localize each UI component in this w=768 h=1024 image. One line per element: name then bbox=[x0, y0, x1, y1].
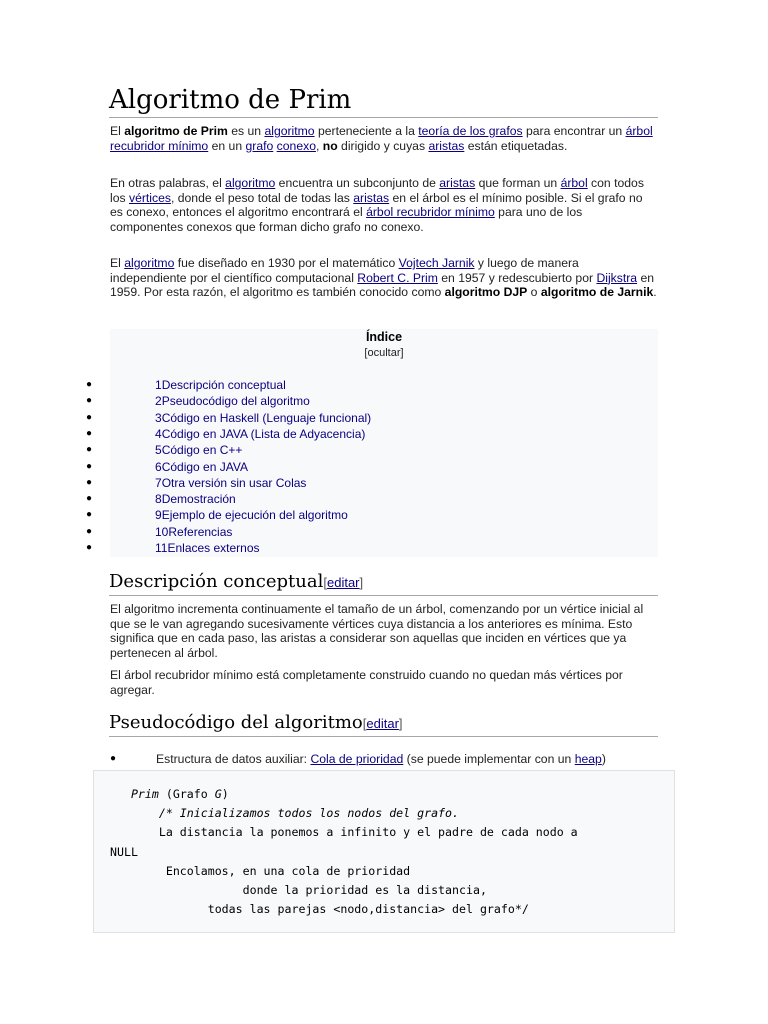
toc-number: 11 bbox=[155, 541, 168, 555]
intro-paragraph-2 bbox=[110, 176, 658, 234]
edit-section bbox=[363, 716, 403, 731]
bullet-icon: ● bbox=[86, 542, 93, 553]
toc-label: Otra versión sin usar Colas bbox=[161, 475, 307, 490]
section-heading-descripcion bbox=[109, 570, 658, 596]
text: para encontrar un bbox=[522, 124, 626, 138]
text: El bbox=[110, 256, 125, 270]
bullet-icon: ● bbox=[86, 444, 93, 456]
code-token: (Grafo bbox=[158, 787, 215, 801]
text: En otras palabras, el bbox=[110, 176, 226, 190]
text: en un bbox=[208, 138, 246, 153]
toc-item[interactable] bbox=[86, 491, 686, 507]
toc-number: 5 bbox=[155, 443, 162, 458]
bullet-icon: ● bbox=[86, 427, 93, 439]
page-title: Algoritmo de Prim bbox=[109, 84, 658, 118]
list-item-text bbox=[156, 752, 606, 766]
text: en el árbol es el mínimo posible. Si el grafo no es conexo, entonces el algoritmo encontrará el bbox=[110, 190, 643, 220]
code-line: todas las parejas <nodo,distancia> del grafo*/ bbox=[110, 902, 529, 917]
code-line: Encolamos, en una cola de prioridad bbox=[110, 863, 411, 878]
link-algoritmo[interactable]: algoritmo bbox=[264, 124, 315, 138]
toc-label: Referencias bbox=[168, 524, 233, 539]
code-line: La distancia la ponemos a infinito y el padre de cada nodo a bbox=[110, 825, 578, 840]
toc-label: Descripción conceptual bbox=[161, 378, 286, 392]
bullet-icon: ● bbox=[86, 525, 93, 537]
text: o bbox=[527, 285, 541, 300]
section1-paragraph-1: El algoritmo incrementa continuamente el tamaño de un árbol, comenzando por un vértice inicial al que se le van agregando sucesivamente vértices cuya distancia a los anteriores es mínima. Esto significa que en cada paso, las aristas a considerar son aquellas que inciden en vértices que ya pertenecen al árbol. bbox=[110, 602, 644, 660]
edit-link[interactable]: editar bbox=[366, 716, 399, 731]
code-token: ) bbox=[221, 787, 229, 801]
toc-label: Pseudocódigo del algoritmo bbox=[161, 394, 310, 409]
link-dijkstra[interactable]: Dijkstra bbox=[596, 270, 638, 285]
link-vertices[interactable]: vértices bbox=[128, 190, 171, 205]
link-algoritmo[interactable]: algoritmo bbox=[124, 256, 175, 270]
section-heading-pseudocodigo bbox=[109, 711, 658, 737]
toc-number: 6 bbox=[155, 459, 162, 474]
bullet-icon: ● bbox=[86, 460, 93, 472]
toc-item[interactable] bbox=[86, 507, 686, 523]
section-title: Descripción conceptual bbox=[109, 571, 324, 592]
text: están etiquetadas. bbox=[464, 138, 568, 153]
toc-item[interactable] bbox=[86, 393, 686, 409]
link-robert-prim[interactable]: Robert C. Prim bbox=[357, 270, 438, 285]
toc-item[interactable] bbox=[86, 377, 686, 393]
toc-label: Código en C++ bbox=[161, 443, 243, 458]
bullet-icon: ● bbox=[86, 379, 93, 390]
text: perteneciente a la bbox=[314, 124, 419, 138]
code-token: G bbox=[214, 787, 222, 801]
link-arbol[interactable]: árbol bbox=[560, 176, 588, 190]
toc-label: Código en Haskell (Lenguaje funcional) bbox=[161, 410, 372, 425]
toc-label: Demostración bbox=[161, 492, 236, 507]
bold-term: algoritmo de Jarnik bbox=[540, 285, 654, 300]
intro-paragraph-3 bbox=[110, 256, 658, 300]
link-aristas[interactable]: aristas bbox=[439, 176, 476, 190]
text: es un bbox=[227, 124, 265, 138]
link-cola-prioridad[interactable]: Cola de prioridad bbox=[310, 752, 404, 766]
section-title: Pseudocódigo del algoritmo bbox=[109, 712, 363, 733]
text: fue diseñado en 1930 por el matemático bbox=[174, 256, 399, 270]
toc-item[interactable] bbox=[86, 410, 686, 426]
text: con todos los bbox=[110, 176, 644, 205]
code-text bbox=[110, 785, 578, 919]
link-arbol-recubridor[interactable]: árbol recubridor mínimo bbox=[366, 205, 495, 220]
link-conexo[interactable]: conexo bbox=[276, 138, 316, 153]
toc-number: 7 bbox=[155, 475, 162, 490]
text: encuentra un subconjunto de bbox=[275, 176, 440, 190]
link-aristas[interactable]: aristas bbox=[428, 138, 465, 153]
edit-link[interactable]: editar bbox=[326, 575, 360, 590]
toc-divider bbox=[86, 361, 110, 377]
code-comment: /* Inicializamos todos los nodos del grafo. bbox=[110, 806, 460, 821]
toc-item[interactable] bbox=[86, 475, 686, 491]
section1-paragraph-2: El árbol recubridor mínimo está completamente construido cuando no quedan más vértices por agregar. bbox=[110, 668, 623, 697]
toc-item[interactable] bbox=[86, 459, 686, 475]
toc-number: 9 bbox=[155, 508, 162, 523]
text: dirigido y cuyas bbox=[337, 138, 429, 153]
link-vojtech-jarnik[interactable]: Vojtech Jarnik bbox=[398, 256, 475, 270]
bold-term: no bbox=[322, 138, 338, 153]
link-teoria-grafos[interactable]: teoría de los grafos bbox=[418, 124, 523, 138]
bold-term: algoritmo de Prim bbox=[124, 124, 228, 138]
text: que forman un bbox=[475, 176, 561, 190]
text: Estructura de datos auxiliar: bbox=[156, 752, 311, 766]
bracket: [ bbox=[323, 575, 327, 590]
text: El bbox=[110, 124, 125, 138]
bullet-icon: ● bbox=[110, 753, 117, 764]
toc-item[interactable] bbox=[86, 540, 686, 556]
edit-section bbox=[323, 575, 363, 590]
link-algoritmo[interactable]: algoritmo bbox=[225, 176, 276, 190]
code-line: NULL bbox=[110, 844, 138, 859]
text: ) bbox=[601, 752, 606, 766]
code-token: Prim bbox=[110, 787, 159, 801]
bracket: ] bbox=[398, 716, 403, 731]
text: en 1959. Por esta razón, el algoritmo es también conocido como bbox=[110, 270, 655, 300]
bullet-icon: ● bbox=[86, 476, 93, 488]
toc-number: 4 bbox=[155, 426, 162, 441]
link-arbol-recubridor[interactable]: árbol recubridor mínimo bbox=[110, 124, 653, 153]
toc-label: Ejemplo de ejecución del algoritmo bbox=[161, 508, 348, 523]
toc-number: 2 bbox=[155, 394, 162, 409]
text: , donde el peso total de todas las bbox=[170, 190, 354, 205]
intro-paragraph-1 bbox=[110, 124, 658, 153]
text: para uno de los componentes conexos que forman dicho grafo no conexo. bbox=[110, 205, 583, 234]
link-heap[interactable]: heap bbox=[574, 752, 602, 766]
toc-item[interactable] bbox=[86, 442, 686, 458]
bracket: ] bbox=[359, 575, 364, 590]
toc-number: 8 bbox=[155, 492, 162, 507]
text: , bbox=[315, 138, 323, 153]
code-block bbox=[93, 770, 675, 933]
bracket: [ bbox=[362, 716, 367, 731]
toc-number: 3 bbox=[155, 410, 162, 425]
toc-label: Código en JAVA (Lista de Adyacencia) bbox=[161, 426, 366, 441]
toc-number: 1 bbox=[155, 378, 162, 392]
text: (se puede implementar con un bbox=[403, 752, 575, 766]
toc-item[interactable] bbox=[86, 524, 686, 540]
link-grafo[interactable]: grafo bbox=[245, 138, 274, 153]
text: . bbox=[653, 285, 657, 300]
code-line: donde la prioridad es la distancia, bbox=[110, 883, 487, 898]
bullet-icon: ● bbox=[86, 493, 93, 505]
bold-term: algoritmo DJP bbox=[444, 285, 528, 300]
toc-toggle-button[interactable]: [ocultar] bbox=[364, 347, 404, 359]
toc-title: Índice bbox=[365, 330, 403, 344]
bullet-icon: ● bbox=[86, 411, 93, 423]
text: en 1957 y redescubierto por bbox=[437, 270, 597, 285]
toc-item[interactable] bbox=[86, 426, 686, 442]
toc-label: Enlaces externos bbox=[167, 541, 260, 555]
text: y luego de manera independiente por el científico computacional bbox=[110, 256, 579, 285]
toc-label: Código en JAVA bbox=[161, 459, 248, 474]
bullet-icon: ● bbox=[86, 395, 93, 407]
toc-number: 10 bbox=[155, 524, 169, 539]
bullet-icon: ● bbox=[86, 509, 93, 521]
link-aristas[interactable]: aristas bbox=[353, 190, 390, 205]
